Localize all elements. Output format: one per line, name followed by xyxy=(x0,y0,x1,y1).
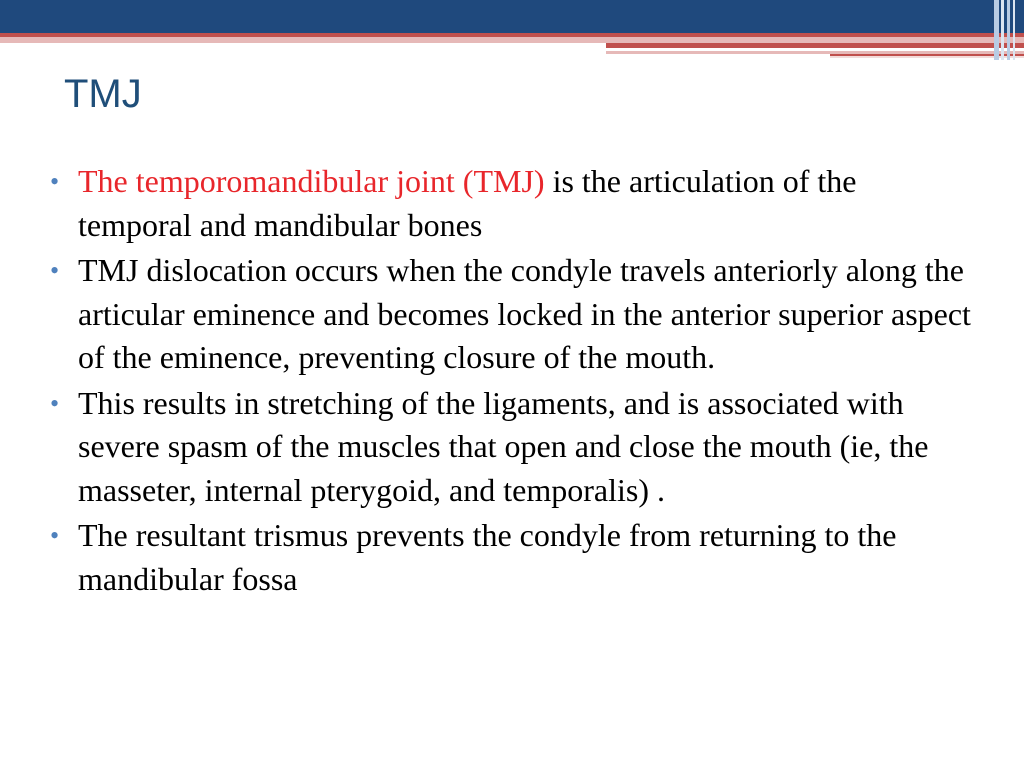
bullet-text: The resultant trismus prevents the condyle from returning to the mandibular fossa xyxy=(78,517,897,597)
bullet-icon: • xyxy=(50,256,60,285)
bullet-icon: • xyxy=(50,167,60,196)
slide-title: TMJ xyxy=(64,72,142,116)
bullet-item xyxy=(48,382,978,513)
bullet-item xyxy=(48,514,978,601)
bullet-item xyxy=(48,160,978,247)
bullet-icon: • xyxy=(50,388,60,418)
bullet-list xyxy=(48,160,978,603)
bullet-item xyxy=(48,249,978,380)
bullet-text: TMJ dislocation occurs when the condyle travels anteriorly along the articular eminence and becomes locked in the anterior superior aspect of the eminence, preventing closure of the mouth. xyxy=(78,252,971,375)
bullet-text: is the articulation of the temporal and mandibular bones xyxy=(78,163,857,243)
header-decoration xyxy=(0,0,1024,60)
bullet-icon: • xyxy=(50,521,60,550)
bullet-highlight-text: The temporomandibular joint (TMJ) xyxy=(78,163,545,199)
bullet-text: This results in stretching of the ligaments, and is associated with severe spasm of the muscles that open and close the mouth (ie, the masseter, internal pterygoid, and temporalis) . xyxy=(78,384,929,508)
